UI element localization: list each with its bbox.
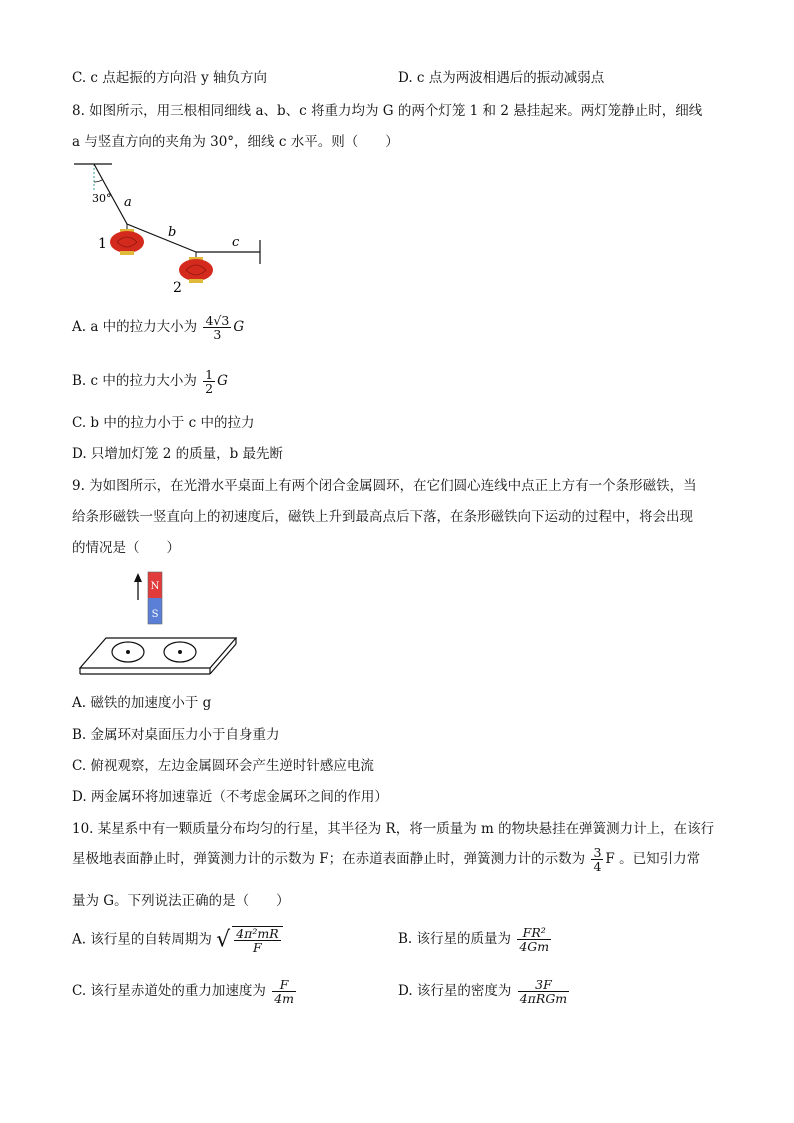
magnet-north-label: N [150, 581, 160, 592]
lantern-1-bottom-cap [120, 251, 134, 255]
lantern-2-body [179, 259, 213, 281]
q10-option-c: C. 该行星赤道处的重力加速度为 $\frac{F}{4m}$ [72, 977, 295, 1007]
q9-option-d: D. 两金属环将加速靠近（不考虑金属环之间的作用） [72, 789, 388, 805]
q10-option-d: D. 该行星的密度为 $\frac{3F}{\text{4πRGm}}$ [398, 977, 568, 1007]
lantern-1-body [110, 231, 144, 253]
lantern-2 [179, 252, 213, 283]
table-top [80, 638, 236, 668]
q9-stem-line2: 给条形磁铁一竖直向上的初速度后，磁铁上升到最高点后下落，在条形磁铁向下运动的过程中，将会出现 [72, 509, 693, 525]
q8-option-a: A. a 中的拉力大小为 $\frac{4√3}{3}$ G [72, 313, 245, 343]
q10-option-a: A. 该行星的自转周期为 √ $\frac{\text{4π²mR}}{F}$ [72, 926, 285, 954]
angle-label: 30° [92, 192, 112, 205]
lantern-2-label: 2 [173, 280, 182, 296]
q9-stem-line3: 的情况是（ ） [72, 540, 180, 556]
sqrt-radical: √ $\frac{\text{4π²mR}}{F}$ [216, 926, 284, 954]
string-b-label: b [168, 225, 177, 240]
q8-option-d: D. 只增加灯笼 2 的质量，b 最先断 [72, 446, 284, 462]
magnet-south-label: S [151, 609, 159, 620]
q10-stem-line1: 10. 某星系中有一颗质量分布均匀的行星，其半径为 R，将一质量为 m 的物块悬挂在弹簧测力计上，在该行 [72, 821, 715, 837]
q8-lantern-figure [70, 156, 280, 296]
q10-stem-line2: 星极地表面静止时，弹簧测力计的示数为 F；在赤道表面静止时，弹簧测力计的示数为 $\frac{3}{4}$ F 。已知引力常 [72, 845, 701, 875]
string-a-label: a [124, 195, 132, 210]
q9-option-a: A. 磁铁的加速度小于 g [72, 695, 212, 711]
q9-magnet-figure [76, 568, 242, 678]
q7-option-d: D. c 点为两波相遇后的振动减弱点 [398, 70, 605, 86]
q8-option-c: C. b 中的拉力小于 c 中的拉力 [72, 415, 255, 431]
q10-option-b: B. 该行星的质量为 $\frac{\text{FR²}}{4Gm}$ [398, 925, 550, 955]
q9-option-c: C. 俯视观察，左边金属圆环会产生逆时针感应电流 [72, 758, 374, 774]
q8-stem-line1: 8. 如图所示，用三根相同细线 a、b、c 将重力均为 G 的两个灯笼 1 和 2 悬挂起来。两灯笼静止时，细线 [72, 103, 703, 119]
lantern-2-bottom-cap [189, 279, 203, 283]
velocity-arrow-head [134, 573, 142, 582]
angle-arc [94, 180, 102, 182]
string-c-label: c [232, 235, 240, 250]
lantern-1-label: 1 [98, 236, 107, 252]
q7-option-c: C. c 点起振的方向沿 y 轴负方向 [72, 70, 267, 86]
q8-option-b: B. c 中的拉力大小为 $\frac{1}{2}$ G [72, 367, 228, 397]
q9-stem-line1: 9. 为如图所示，在光滑水平桌面上有两个闭合金属圆环，在它们圆心连线中点正上方有一个条形磁铁，当 [72, 478, 697, 494]
q8-stem-line2: a 与竖直方向的夹角为 30°，细线 c 水平。则（ ） [72, 134, 399, 150]
q9-option-b: B. 金属环对桌面压力小于自身重力 [72, 727, 280, 743]
q10-stem-line3: 量为 G。下列说法正确的是（ ） [72, 893, 290, 909]
